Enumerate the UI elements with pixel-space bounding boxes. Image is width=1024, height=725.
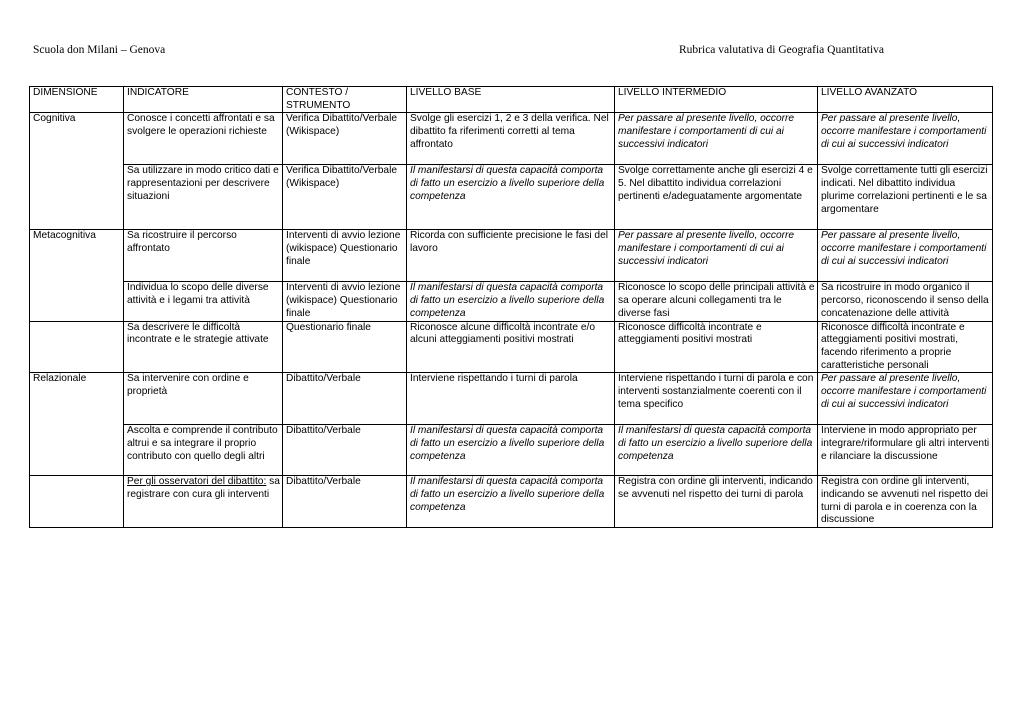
context-cell: Dibattito/Verbale (283, 373, 407, 425)
base-level-cell: Il manifestarsi di questa capacità comporta di fatto un esercizio a livello superiore della competenza (407, 282, 615, 321)
base-level-cell: Il manifestarsi di questa capacità comporta di fatto un esercizio a livello superiore della competenza (407, 476, 615, 528)
document-header-right: Rubrica valutativa di Geografia Quantitativa (679, 44, 885, 56)
context-cell: Dibattito/Verbale (283, 476, 407, 528)
indicator-text: sa registrare con cura gli interventi (127, 476, 280, 501)
dimension-cell: Cognitiva (30, 113, 124, 165)
context-cell: Dibattito/Verbale (283, 425, 407, 476)
indicator-cell: Sa descrivere le difficoltà incontrate e le strategie attivate (124, 321, 283, 373)
base-level-cell: Il manifestarsi di questa capacità comporta di fatto un esercizio a livello superiore della competenza (407, 425, 615, 476)
indicator-cell: Conosce i concetti affrontati e sa svolgere le operazioni richieste (124, 113, 283, 165)
table-row (30, 373, 993, 425)
indicator-cell (124, 476, 283, 528)
context-cell: Questionario finale (283, 321, 407, 373)
rubric-table (29, 86, 993, 528)
intermediate-level-cell: Riconosce difficoltà incontrate e atteggiamenti positivi mostrati (615, 321, 818, 373)
dimension-cell (30, 165, 124, 230)
indicator-cell: Sa intervenire con ordine e proprietà (124, 373, 283, 425)
indicator-cell: Sa utilizzare in modo critico dati e rappresentazioni per descrivere situazioni (124, 165, 283, 230)
column-header: LIVELLO BASE (407, 87, 615, 113)
table-row (30, 476, 993, 528)
document-header-left: Scuola don Milani – Genova (33, 44, 166, 56)
table-row (30, 230, 993, 282)
advanced-level-cell: Per passare al presente livello, occorre manifestare i comportamenti di cui ai successivi indicatori (818, 373, 993, 425)
column-header: CONTESTO / STRUMENTO (283, 87, 407, 113)
table-row (30, 282, 993, 321)
intermediate-level-cell: Interviene rispettando i turni di parola e con interventi sostanzialmente coerenti con il tema specifico (615, 373, 818, 425)
column-header: INDICATORE (124, 87, 283, 113)
advanced-level-cell: Per passare al presente livello, occorre manifestare i comportamenti di cui ai successivi indicatori (818, 113, 993, 165)
context-cell: Interventi di avvio lezione (wikispace) Questionario finale (283, 282, 407, 321)
base-level-cell: Interviene rispettando i turni di parola (407, 373, 615, 425)
advanced-level-cell: Sa ricostruire in modo organico il percorso, riconoscendo il senso della concatenazione delle attività (818, 282, 993, 321)
intermediate-level-cell: Per passare al presente livello, occorre manifestare i comportamenti di cui ai successivi indicatori (615, 113, 818, 165)
base-level-cell: Il manifestarsi di questa capacità comporta di fatto un esercizio a livello superiore della competenza (407, 165, 615, 230)
advanced-level-cell: Interviene in modo appropriato per integrare/riformulare gli altri interventi e rilanciare la discussione (818, 425, 993, 476)
indicator-cell: Ascolta e comprende il contributo altrui e sa integrare il proprio contributo con quello degli altri (124, 425, 283, 476)
context-cell: Verifica Dibattito/Verbale (Wikispace) (283, 113, 407, 165)
advanced-level-cell: Per passare al presente livello, occorre manifestare i comportamenti di cui ai successivi indicatori (818, 230, 993, 282)
advanced-level-cell: Riconosce difficoltà incontrate e atteggiamenti positivi mostrati, facendo riferimento a proprie caratteristiche personali (818, 321, 993, 373)
dimension-cell (30, 476, 124, 528)
intermediate-level-cell: Il manifestarsi di questa capacità comporta di fatto un esercizio a livello superiore della competenza (615, 425, 818, 476)
table-header-row (30, 87, 993, 113)
dimension-cell (30, 425, 124, 476)
column-header: LIVELLO AVANZATO (818, 87, 993, 113)
observer-label: Per gli osservatori del dibattito: (127, 476, 267, 488)
column-header: LIVELLO INTERMEDIO (615, 87, 818, 113)
base-level-cell: Riconosce alcune difficoltà incontrate e/o alcuni atteggiamenti positivi mostrati (407, 321, 615, 373)
base-level-cell: Ricorda con sufficiente precisione le fasi del lavoro (407, 230, 615, 282)
dimension-cell: Metacognitiva (30, 230, 124, 282)
indicator-cell: Sa ricostruire il percorso affrontato (124, 230, 283, 282)
context-cell: Interventi di avvio lezione (wikispace) Questionario finale (283, 230, 407, 282)
base-level-cell: Svolge gli esercizi 1, 2 e 3 della verifica. Nel dibattito fa riferimenti corretti al tema affrontato (407, 113, 615, 165)
table-row (30, 425, 993, 476)
intermediate-level-cell: Riconosce lo scopo delle principali attività e sa operare alcuni collegamenti tra le diverse fasi (615, 282, 818, 321)
intermediate-level-cell: Registra con ordine gli interventi, indicando se avvenuti nel rispetto dei turni di parola (615, 476, 818, 528)
context-cell: Verifica Dibattito/Verbale (Wikispace) (283, 165, 407, 230)
intermediate-level-cell: Svolge correttamente anche gli esercizi 4 e 5. Nel dibattito individua correlazioni pertinenti e/adeguatamente argomentate (615, 165, 818, 230)
dimension-cell (30, 321, 124, 373)
table-row (30, 165, 993, 230)
advanced-level-cell: Svolge correttamente tutti gli esercizi indicati. Nel dibattito individua plurime correlazioni pertinenti e le sa argomentare (818, 165, 993, 230)
table-row (30, 113, 993, 165)
intermediate-level-cell: Per passare al presente livello, occorre manifestare i comportamenti di cui ai successivi indicatori (615, 230, 818, 282)
dimension-cell: Relazionale (30, 373, 124, 425)
indicator-cell: Individua lo scopo delle diverse attività e i legami tra attività (124, 282, 283, 321)
dimension-cell (30, 282, 124, 321)
column-header: DIMENSIONE (30, 87, 124, 113)
advanced-level-cell: Registra con ordine gli interventi, indicando se avvenuti nel rispetto dei turni di parola e in coerenza con la discussione (818, 476, 993, 528)
table-row (30, 321, 993, 373)
